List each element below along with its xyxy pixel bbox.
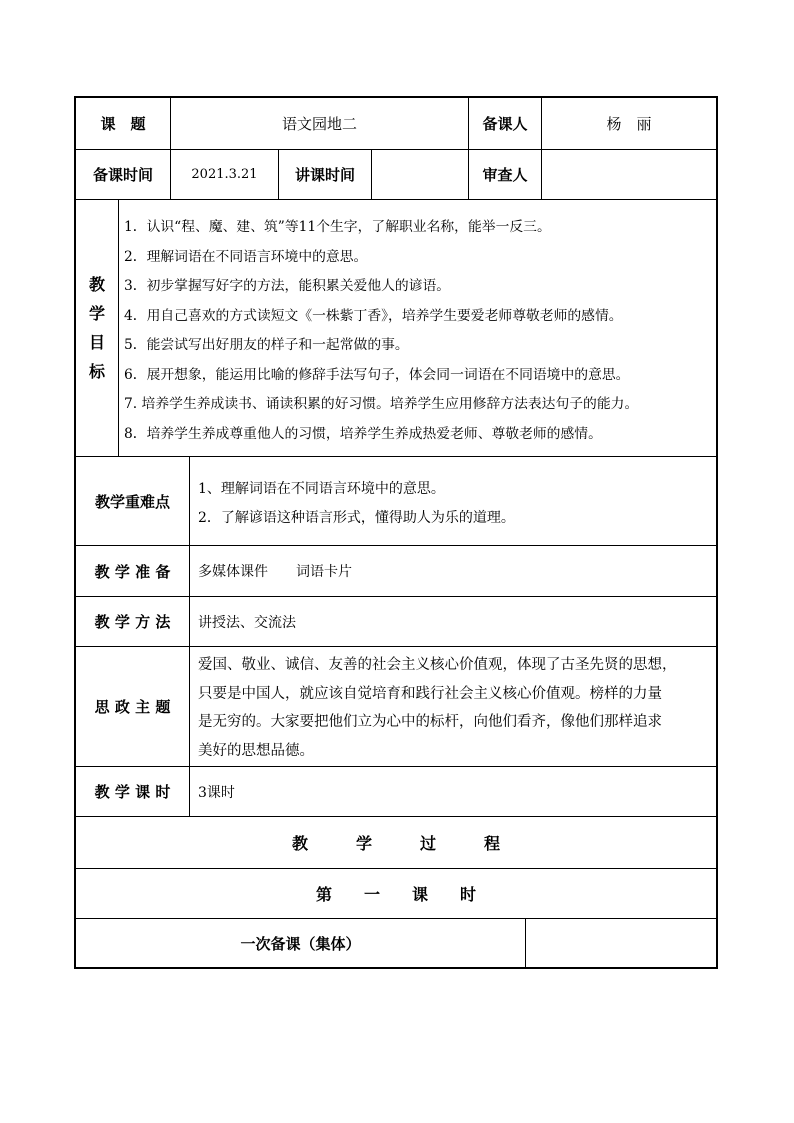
first-prep-cell [526,919,716,967]
topic-label: 课 题 [100,115,146,133]
objective-item: 1．认识“程、魔、建、筑”等11个生字，了解职业名称，能举一反三。 [124,219,551,235]
reviewer-label: 审查人 [482,166,528,184]
ideology-line: 美好的思想品德。 [198,742,314,759]
lecture-time-label: 讲课时间 [294,166,355,184]
preparer-label: 备课人 [482,115,528,133]
objective-item: 3．初步掌握写好字的方法，能积累关爱他人的谚语。 [124,278,451,294]
first-prep-label: 一次备课（集体） [240,934,361,953]
lecture-time-value [372,150,468,199]
ideology-label: 思 政 主 题 [94,698,171,716]
reviewer-value [542,150,716,199]
objectives-list [124,213,638,449]
objectives-label-char: 教 [88,275,105,294]
col-divider [118,199,119,457]
preparation-value: 多媒体课件 词语卡片 [198,564,352,580]
key-point-item: 2．了解谚语这种语言形式，懂得助人为乐的道理。 [198,510,515,526]
key-points-list [198,475,515,533]
ideology-line: 只要是中国人，就应该自觉培育和践行社会主义核心价值观。榜样的力量 [198,685,662,702]
topic-value: 语文园地二 [281,115,357,133]
method-label: 教 学 方 法 [94,613,171,631]
objective-item: 6．展开想象，能运用比喻的修辞手法写句子，体会同一词语在不同语境中的意思。 [124,366,630,383]
objective-item: 7. 培养学生养成读书、诵读积累的好习惯。培养学生应用修辞方法表达句子的能力。 [124,396,639,412]
hours-label: 教 学 课 时 [94,783,171,801]
objective-item: 5．能尝试写出好朋友的样子和一起常做的事。 [124,337,409,353]
key-point-item: 1、理解词语在不同语言环境中的意思。 [198,481,445,497]
objective-item: 8．培养学生养成尊重他人的习惯，培养学生养成热爱老师、尊敬老师的感情。 [124,425,602,442]
objectives-label-char: 标 [88,362,105,381]
key-points-label: 教学重难点 [94,492,170,511]
process-title: 教 学 过 程 [291,834,500,853]
row-divider [76,199,716,200]
method-value: 讲授法、交流法 [198,614,296,631]
objectives-label-char: 目 [88,333,105,352]
ideology-line: 爱国、敬业、诚信、友善的社会主义核心价值观，体现了古圣先贤的思想， [198,657,677,673]
lesson-title: 第 一 课 时 [315,885,476,904]
hours-value: 3课时 [198,784,235,801]
objectives-label [87,270,107,386]
objective-item: 2．理解词语在不同语言环境中的意思。 [124,248,368,265]
col-divider [189,456,190,817]
prep-time-label: 备课时间 [92,166,153,184]
preparer-value: 杨 丽 [606,115,652,133]
objective-item: 4．用自己喜欢的方式读短文《一株紫丁香》，培养学生要爱老师尊敬老师的感情。 [124,307,623,324]
objectives-label-char: 学 [88,304,105,323]
prep-time-value: 2021.3.21 [191,167,258,182]
preparation-label: 教 学 准 备 [94,562,171,581]
ideology-line: 是无穷的。大家要把他们立为心中的标杆，向他们看齐，像他们那样追求 [198,714,662,730]
ideology-text [198,651,677,765]
